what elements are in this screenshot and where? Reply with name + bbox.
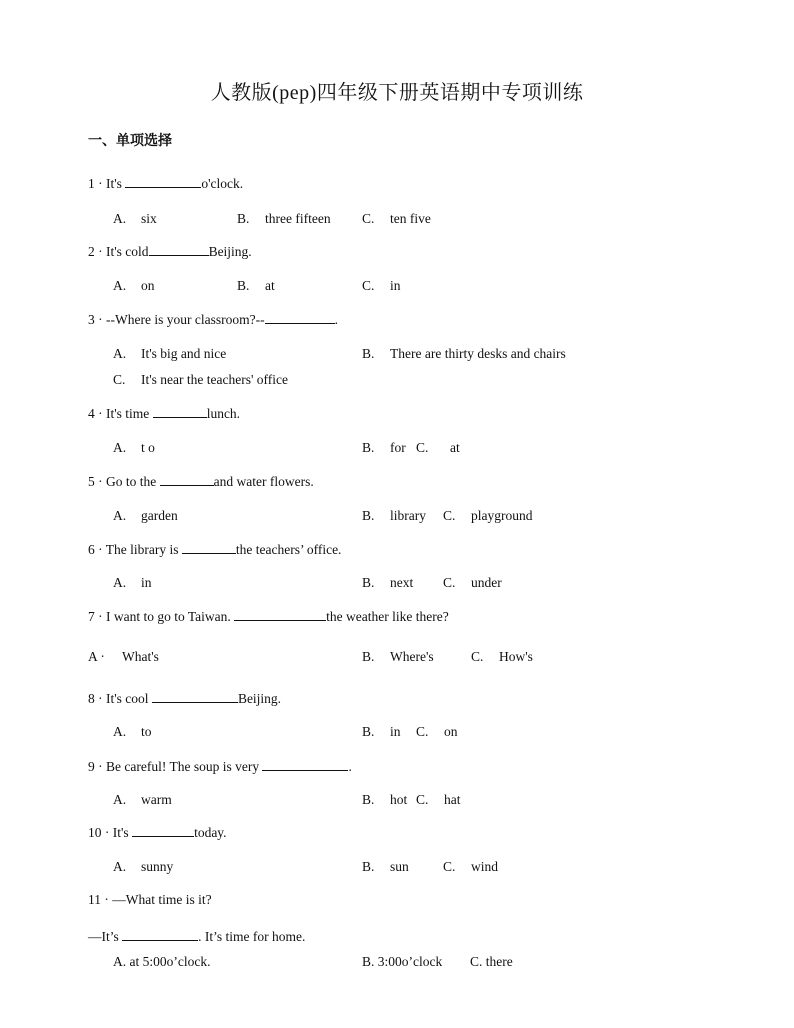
question-text: I want to go to Taiwan. bbox=[106, 609, 235, 624]
option-a: A. t o bbox=[113, 440, 155, 455]
answer-blank bbox=[182, 541, 236, 554]
question-number: 3 bbox=[88, 312, 95, 327]
question-8: 8 · It's cool Beijing. bbox=[88, 691, 282, 706]
question-text: The library is bbox=[105, 542, 182, 557]
question-1: 1 · It's o'clock. bbox=[88, 176, 244, 191]
question-5: 5 · Go to the and water flowers. bbox=[88, 474, 314, 489]
question-10: 10 · It's today. bbox=[88, 825, 227, 840]
question-number: 9 bbox=[88, 759, 95, 774]
answer-blank bbox=[149, 243, 209, 256]
option-c: C. How's bbox=[471, 649, 533, 664]
question-text: the teachers’ office. bbox=[235, 542, 342, 557]
answer-blank bbox=[262, 758, 348, 771]
question-text: today. bbox=[194, 825, 227, 840]
option-a: A. in bbox=[113, 575, 152, 590]
section-heading: 一、单项选择 bbox=[88, 133, 172, 149]
option-a: A. sunny bbox=[113, 859, 174, 874]
option-c: C. at bbox=[416, 440, 460, 455]
question-text: lunch. bbox=[206, 406, 241, 421]
option-b: B. at bbox=[237, 278, 275, 293]
option-c: C. there bbox=[470, 954, 513, 969]
question-number: 7 bbox=[88, 609, 95, 624]
question-text: Beijing. bbox=[208, 244, 252, 259]
option-b: B. Where's bbox=[362, 649, 434, 664]
question-2: 2 · It's cold Beijing. bbox=[88, 244, 252, 259]
question-11-line-2 bbox=[88, 928, 305, 945]
answer-blank bbox=[152, 690, 238, 703]
question-text: It's cold bbox=[106, 244, 149, 259]
option-c: C. hat bbox=[416, 792, 461, 807]
option-b: B. in bbox=[362, 724, 401, 739]
answer-blank bbox=[265, 311, 335, 324]
option-b: B. library bbox=[362, 508, 426, 523]
option-b: B. 3:00o’clock bbox=[362, 954, 443, 969]
question-number: 6 bbox=[88, 542, 95, 557]
question-text: the weather like there? bbox=[326, 609, 449, 624]
question-number: 5 bbox=[88, 474, 95, 489]
answer-blank bbox=[153, 405, 207, 418]
question-6: 6 · The library is the teachers’ office. bbox=[88, 542, 342, 557]
question-number: 11 bbox=[88, 892, 101, 907]
option-c: C. ten five bbox=[362, 211, 431, 226]
option-b: B. next bbox=[362, 575, 414, 590]
question-text: . bbox=[334, 312, 338, 327]
question-11: 11 · —What time is it? bbox=[88, 892, 212, 907]
question-text: It's bbox=[106, 176, 126, 191]
question-number: 4 bbox=[88, 406, 95, 421]
question-text: . bbox=[348, 759, 352, 774]
option-c: C. It's near the teachers' office bbox=[113, 372, 289, 387]
question-text: o'clock. bbox=[201, 176, 244, 191]
answer-blank bbox=[125, 175, 201, 188]
question-text: It's bbox=[112, 825, 133, 840]
page-title: 人教版(pep)四年级下册英语期中专项训练 bbox=[210, 82, 584, 104]
question-7: 7 · I want to go to Taiwan. the weather like there? bbox=[88, 609, 449, 624]
question-4: 4 · It's time lunch. bbox=[88, 406, 241, 421]
option-a: A. to bbox=[113, 724, 152, 739]
question-text: --Where is your classroom?-- bbox=[106, 312, 265, 327]
option-a: A. It's big and nice bbox=[113, 346, 227, 361]
option-b: B. sun bbox=[362, 859, 409, 874]
question-text: —What time is it? bbox=[112, 892, 212, 907]
option-b: B. three fifteen bbox=[237, 211, 331, 226]
option-b: B. hot bbox=[362, 792, 408, 807]
option-a: A. six bbox=[113, 211, 157, 226]
option-c: C. in bbox=[362, 278, 401, 293]
answer-blank bbox=[132, 824, 194, 837]
option-b: B. There are thirty desks and chairs bbox=[362, 346, 566, 361]
question-text: —It’s bbox=[88, 929, 123, 944]
question-text: Beijing. bbox=[237, 691, 282, 706]
option-a: A. garden bbox=[113, 508, 178, 523]
question-number: 2 bbox=[88, 244, 95, 259]
option-b: B. for bbox=[362, 440, 406, 455]
question-9: 9 · Be careful! The soup is very . bbox=[88, 759, 352, 774]
question-number: 1 bbox=[88, 176, 95, 191]
answer-blank bbox=[234, 608, 326, 621]
option-c: C. under bbox=[443, 575, 502, 590]
option-a: A. warm bbox=[113, 792, 172, 807]
option-a: A. on bbox=[113, 278, 155, 293]
question-text: It's cool bbox=[106, 691, 152, 706]
question-number: 10 bbox=[88, 825, 102, 840]
question-3: 3 · --Where is your classroom?-- . bbox=[88, 312, 338, 327]
answer-blank bbox=[122, 928, 198, 941]
option-c: C. playground bbox=[443, 508, 533, 523]
option-a: A · What's bbox=[88, 649, 159, 664]
option-c: C. wind bbox=[443, 859, 498, 874]
question-text: Be careful! The soup is very bbox=[106, 759, 263, 774]
option-c: C. on bbox=[416, 724, 458, 739]
question-text: and water flowers. bbox=[213, 474, 314, 489]
question-text: . It’s time for home. bbox=[198, 929, 306, 944]
question-number: 8 bbox=[88, 691, 95, 706]
question-text: It's time bbox=[106, 406, 153, 421]
question-text: Go to the bbox=[106, 474, 160, 489]
answer-blank bbox=[160, 473, 214, 486]
option-a: A. at 5:00o’clock. bbox=[113, 954, 211, 969]
